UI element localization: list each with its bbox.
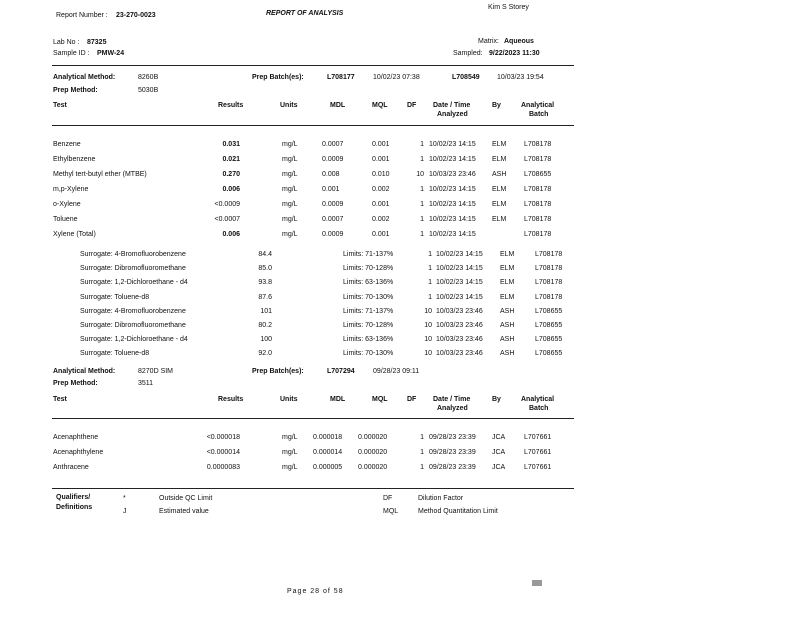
analyte-name: o-Xylene bbox=[53, 201, 81, 208]
analyte-mdl: 0.0009 bbox=[322, 231, 344, 238]
analyte-units: mg/L bbox=[282, 231, 298, 238]
analyte-mdl: 0.0009 bbox=[322, 156, 344, 163]
col-mdl: MDL bbox=[330, 396, 346, 403]
analyte-name: Benzene bbox=[53, 141, 81, 148]
abbrev-text: Method Quantitation Limit bbox=[418, 508, 498, 515]
analyte-mql: 0.001 bbox=[372, 141, 390, 148]
analyte-name: Methyl tert-butyl ether (MTBE) bbox=[53, 171, 147, 178]
analyte-df: 1 bbox=[420, 231, 424, 238]
analyte-df: 10 bbox=[416, 171, 424, 178]
surrogate-limits: Limits: 70-130% bbox=[343, 350, 394, 357]
analyte-batch: L708178 bbox=[524, 216, 552, 223]
prep-batch-2-1-date: 09/28/23 09:11 bbox=[373, 368, 420, 375]
analyte-result: 0.031 bbox=[222, 141, 240, 148]
page-number: Page 28 of 58 bbox=[287, 588, 344, 595]
prep-batch-1: L708177 bbox=[327, 74, 355, 81]
report-number-label: Report Number : bbox=[56, 12, 108, 19]
analyte-mql: 0.001 bbox=[372, 231, 390, 238]
surrogate-name: Surrogate: Dibromofluoromethane bbox=[80, 322, 186, 329]
analyte-date: 10/02/23 14:15 bbox=[429, 186, 476, 193]
analyte-mql: 0.002 bbox=[372, 186, 390, 193]
analyte-mql: 0.000020 bbox=[358, 449, 388, 456]
analyte-units: mg/L bbox=[282, 186, 298, 193]
analyte-mql: 0.010 bbox=[372, 171, 390, 178]
analytical-method-2: 8270D SIM bbox=[138, 368, 174, 375]
report-number: 23-270-0023 bbox=[116, 12, 156, 19]
analyte-mdl: 0.008 bbox=[322, 171, 340, 178]
analyte-name: Toluene bbox=[53, 216, 78, 223]
lab-no-label: Lab No : bbox=[53, 39, 80, 46]
analyte-units: mg/L bbox=[282, 141, 298, 148]
surrogate-df: 10 bbox=[424, 336, 432, 343]
surrogate-batch: L708655 bbox=[535, 350, 563, 357]
col-batch-1: Analytical bbox=[521, 102, 555, 109]
sampled-datetime: 9/22/2023 11:30 bbox=[489, 50, 540, 57]
analyte-analyst: JCA bbox=[492, 464, 506, 471]
surrogate-date: 10/02/23 14:15 bbox=[436, 265, 483, 272]
analyte-result: <0.0009 bbox=[214, 201, 240, 208]
analyte-date: 10/03/23 23:46 bbox=[429, 171, 476, 178]
analyte-name: Anthracene bbox=[53, 464, 89, 471]
col-by: By bbox=[492, 396, 501, 403]
surrogate-df: 1 bbox=[428, 265, 432, 272]
analyte-analyst: ELM bbox=[492, 201, 507, 208]
analyte-df: 1 bbox=[420, 141, 424, 148]
surrogate-date: 10/02/23 14:15 bbox=[436, 294, 483, 301]
surrogate-limits: Limits: 63-136% bbox=[343, 336, 394, 343]
analyte-df: 1 bbox=[420, 449, 424, 456]
sampled-label: Sampled: bbox=[453, 50, 483, 57]
surrogate-name: Surrogate: 4-Bromofluorobenzene bbox=[80, 308, 186, 315]
analyte-df: 1 bbox=[420, 201, 424, 208]
analyte-mdl: 0.000018 bbox=[313, 434, 343, 441]
surrogate-batch: L708178 bbox=[535, 294, 563, 301]
surrogate-limits: Limits: 71-137% bbox=[343, 308, 394, 315]
surrogate-name: Surrogate: Toluene-d8 bbox=[80, 294, 150, 301]
analyte-batch: L707661 bbox=[524, 464, 552, 471]
surrogate-recovery: 80.2 bbox=[258, 322, 272, 329]
col-units: Units bbox=[280, 102, 298, 109]
surrogate-name: Surrogate: Toluene-d8 bbox=[80, 350, 150, 357]
analyte-batch: L708178 bbox=[524, 186, 552, 193]
prep-method-2: 3511 bbox=[138, 380, 154, 387]
surrogate-batch: L708178 bbox=[535, 279, 563, 286]
analyte-df: 1 bbox=[420, 186, 424, 193]
col-results: Results bbox=[218, 396, 244, 403]
matrix-label: Matrix: bbox=[478, 38, 499, 45]
col-date-1: Date / Time bbox=[433, 396, 471, 403]
surrogate-limits: Limits: 70-128% bbox=[343, 265, 394, 272]
analyte-date: 10/02/23 14:15 bbox=[429, 231, 476, 238]
surrogate-analyst: ASH bbox=[500, 308, 515, 315]
matrix: Aqueous bbox=[504, 38, 534, 45]
analyte-date: 09/28/23 23:39 bbox=[429, 434, 476, 441]
surrogate-name: Surrogate: 4-Bromofluorobenzene bbox=[80, 251, 186, 258]
analyte-mql: 0.000020 bbox=[358, 434, 388, 441]
analyte-units: mg/L bbox=[282, 449, 298, 456]
qualifiers-label-2: Definitions bbox=[56, 504, 93, 511]
analyte-mdl: 0.000014 bbox=[313, 449, 343, 456]
analyte-df: 1 bbox=[420, 156, 424, 163]
prep-batch-2: L708549 bbox=[452, 74, 480, 81]
col-df: DF bbox=[407, 102, 417, 109]
analyte-mql: 0.002 bbox=[372, 216, 390, 223]
header-underline bbox=[52, 125, 574, 126]
analyte-result: <0.0007 bbox=[214, 216, 240, 223]
qualifier-text: Outside QC Limit bbox=[159, 495, 213, 502]
prep-method-label: Prep Method: bbox=[53, 87, 98, 94]
analytical-method: 8260B bbox=[138, 74, 159, 81]
analyte-date: 10/02/23 14:15 bbox=[429, 156, 476, 163]
col-mql: MQL bbox=[372, 102, 388, 109]
surrogate-batch: L708655 bbox=[535, 308, 563, 315]
surrogate-name: Surrogate: 1,2-Dichloroethane - d4 bbox=[80, 336, 188, 343]
surrogate-analyst: ASH bbox=[500, 322, 515, 329]
surrogate-limits: Limits: 71-137% bbox=[343, 251, 394, 258]
prep-method: 5030B bbox=[138, 87, 159, 94]
col-batch-2: Batch bbox=[529, 405, 549, 412]
col-test: Test bbox=[53, 396, 67, 403]
qualifiers-divider bbox=[52, 488, 574, 489]
surrogate-analyst: ASH bbox=[500, 336, 515, 343]
analyte-batch: L708655 bbox=[524, 171, 552, 178]
analyte-units: mg/L bbox=[282, 201, 298, 208]
analyte-mql: 0.000020 bbox=[358, 464, 388, 471]
surrogate-date: 10/03/23 23:46 bbox=[436, 322, 483, 329]
analyte-name: m,p-Xylene bbox=[53, 186, 89, 193]
analyte-date: 09/28/23 23:39 bbox=[429, 449, 476, 456]
col-results: Results bbox=[218, 102, 244, 109]
surrogate-batch: L708178 bbox=[535, 251, 563, 258]
col-mql: MQL bbox=[372, 396, 388, 403]
col-mdl: MDL bbox=[330, 102, 346, 109]
col-by: By bbox=[492, 102, 501, 109]
analyte-df: 1 bbox=[420, 464, 424, 471]
qualifiers-label-1: Qualifiers/ bbox=[56, 494, 91, 501]
method-label: Analytical Method: bbox=[53, 74, 116, 81]
qualifier-code: * bbox=[123, 495, 126, 502]
qualifier-text: Estimated value bbox=[159, 508, 209, 515]
col-date-2: Analyzed bbox=[437, 405, 468, 412]
surrogate-df: 10 bbox=[424, 350, 432, 357]
analyte-batch: L707661 bbox=[524, 434, 552, 441]
col-batch-1: Analytical bbox=[521, 396, 555, 403]
col-date-1: Date / Time bbox=[433, 102, 471, 109]
surrogate-df: 1 bbox=[428, 294, 432, 301]
prep-batch-2-date: 10/03/23 19:54 bbox=[497, 74, 544, 81]
lab-no: 87325 bbox=[87, 39, 107, 46]
prep-method-label-2: Prep Method: bbox=[53, 380, 98, 387]
surrogate-date: 10/03/23 23:46 bbox=[436, 308, 483, 315]
analyte-analyst: JCA bbox=[492, 434, 506, 441]
analyte-date: 10/02/23 14:15 bbox=[429, 141, 476, 148]
analyte-batch: L708178 bbox=[524, 141, 552, 148]
analyte-units: mg/L bbox=[282, 434, 298, 441]
divider bbox=[52, 65, 574, 66]
analyte-units: mg/L bbox=[282, 216, 298, 223]
analyte-batch: L708178 bbox=[524, 231, 552, 238]
surrogate-recovery: 101 bbox=[260, 308, 272, 315]
analyte-analyst: ASH bbox=[492, 171, 507, 178]
analyte-analyst: ELM bbox=[492, 216, 507, 223]
analyte-units: mg/L bbox=[282, 464, 298, 471]
analyte-analyst: ELM bbox=[492, 186, 507, 193]
analyte-date: 10/02/23 14:15 bbox=[429, 216, 476, 223]
analyte-analyst: JCA bbox=[492, 449, 506, 456]
surrogate-analyst: ASH bbox=[500, 350, 515, 357]
col-df: DF bbox=[407, 396, 417, 403]
analyte-result: <0.000018 bbox=[206, 434, 240, 441]
surrogate-batch: L708178 bbox=[535, 265, 563, 272]
prep-batch-1-date: 10/02/23 07:38 bbox=[373, 74, 420, 81]
analyte-mql: 0.001 bbox=[372, 156, 390, 163]
analyte-df: 1 bbox=[420, 434, 424, 441]
surrogate-recovery: 85.0 bbox=[258, 265, 272, 272]
surrogate-analyst: ELM bbox=[500, 294, 515, 301]
analyte-mdl: 0.0007 bbox=[322, 216, 344, 223]
prep-batch-2-1: L707294 bbox=[327, 368, 355, 375]
surrogate-recovery: 100 bbox=[260, 336, 272, 343]
analyte-mdl: 0.001 bbox=[322, 186, 340, 193]
analyte-name: Acenaphthene bbox=[53, 434, 99, 441]
surrogate-df: 10 bbox=[424, 322, 432, 329]
abbrev-code: MQL bbox=[383, 508, 399, 515]
surrogate-recovery: 92.0 bbox=[258, 350, 272, 357]
surrogate-name: Surrogate: Dibromofluoromethane bbox=[80, 265, 186, 272]
surrogate-batch: L708655 bbox=[535, 322, 563, 329]
surrogate-recovery: 87.6 bbox=[258, 294, 272, 301]
analyte-analyst: ELM bbox=[492, 156, 507, 163]
prep-batch-label: Prep Batch(es): bbox=[252, 74, 304, 81]
analyte-name: Xylene (Total) bbox=[53, 231, 96, 238]
analyte-mql: 0.001 bbox=[372, 201, 390, 208]
abbrev-code: DF bbox=[383, 495, 393, 502]
analyte-date: 10/02/23 14:15 bbox=[429, 201, 476, 208]
surrogate-df: 1 bbox=[428, 279, 432, 286]
sample-id: PMW-24 bbox=[97, 50, 125, 57]
surrogate-analyst: ELM bbox=[500, 265, 515, 272]
surrogate-date: 10/02/23 14:15 bbox=[436, 279, 483, 286]
surrogate-recovery: 93.8 bbox=[258, 279, 272, 286]
scan-mark bbox=[532, 580, 542, 586]
analyte-mdl: 0.0007 bbox=[322, 141, 344, 148]
analyte-mdl: 0.000005 bbox=[313, 464, 343, 471]
report-title: REPORT OF ANALYSIS bbox=[266, 10, 344, 17]
sample-id-label: Sample ID : bbox=[53, 50, 90, 57]
surrogate-recovery: 84.4 bbox=[258, 251, 272, 258]
analyte-batch: L707661 bbox=[524, 449, 552, 456]
surrogate-date: 10/03/23 23:46 bbox=[436, 350, 483, 357]
surrogate-limits: Limits: 63-136% bbox=[343, 279, 394, 286]
surrogate-limits: Limits: 70-128% bbox=[343, 322, 394, 329]
surrogate-analyst: ELM bbox=[500, 279, 515, 286]
analyte-batch: L708178 bbox=[524, 201, 552, 208]
col-batch-2: Batch bbox=[529, 111, 549, 118]
col-units: Units bbox=[280, 396, 298, 403]
surrogate-analyst: ELM bbox=[500, 251, 515, 258]
analyte-result: <0.000014 bbox=[206, 449, 240, 456]
surrogate-batch: L708655 bbox=[535, 336, 563, 343]
abbrev-text: Dilution Factor bbox=[418, 495, 464, 502]
analyte-analyst: ELM bbox=[492, 141, 507, 148]
col-date-2: Analyzed bbox=[437, 111, 468, 118]
analyte-result: 0.021 bbox=[222, 156, 240, 163]
prep-batch-label-2: Prep Batch(es): bbox=[252, 368, 304, 375]
analyte-result: 0.006 bbox=[222, 186, 240, 193]
surrogate-name: Surrogate: 1,2-Dichloroethane - d4 bbox=[80, 279, 188, 286]
analyte-name: Ethylbenzene bbox=[53, 156, 96, 163]
client-name: Kim S Storey bbox=[488, 4, 529, 11]
analyte-result: 0.0000083 bbox=[206, 464, 240, 471]
analyte-units: mg/L bbox=[282, 171, 298, 178]
method-label-2: Analytical Method: bbox=[53, 368, 116, 375]
analyte-units: mg/L bbox=[282, 156, 298, 163]
analyte-name: Acenaphthylene bbox=[53, 449, 104, 456]
analyte-result: 0.006 bbox=[222, 231, 240, 238]
col-test: Test bbox=[53, 102, 67, 109]
analyte-mdl: 0.0009 bbox=[322, 201, 344, 208]
analyte-date: 09/28/23 23:39 bbox=[429, 464, 476, 471]
analyte-batch: L708178 bbox=[524, 156, 552, 163]
surrogate-date: 10/02/23 14:15 bbox=[436, 251, 483, 258]
surrogate-df: 1 bbox=[428, 251, 432, 258]
qualifier-code: J bbox=[123, 508, 127, 515]
surrogate-df: 10 bbox=[424, 308, 432, 315]
header-underline-2 bbox=[52, 418, 574, 419]
analyte-df: 1 bbox=[420, 216, 424, 223]
surrogate-date: 10/03/23 23:46 bbox=[436, 336, 483, 343]
analyte-result: 0.270 bbox=[222, 171, 240, 178]
surrogate-limits: Limits: 70-130% bbox=[343, 294, 394, 301]
